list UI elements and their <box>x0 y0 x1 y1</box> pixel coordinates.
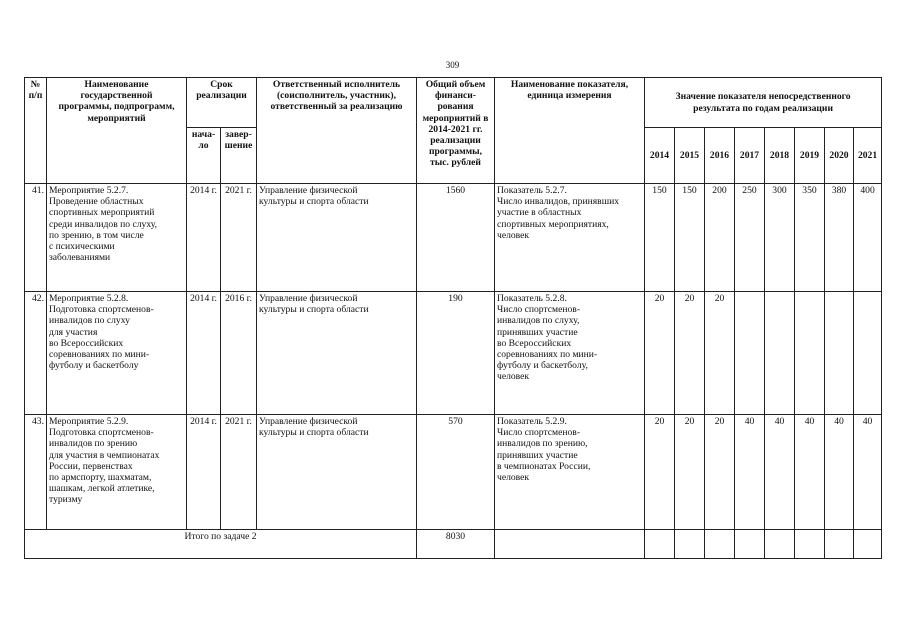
row-value: 20 <box>705 292 735 415</box>
row-indicator: Показатель 5.2.9. Число спортсменов- инвалидов по зрению, принявших участие в чемпионатах России, человек <box>495 415 645 530</box>
row-value: 150 <box>675 184 705 292</box>
total-empty <box>705 530 735 559</box>
row-name: Мероприятие 5.2.8. Подготовка спортсменов- инвалидов по слуху для участия во Всероссийских соревнованиях по мини- футболу и баскетболу <box>47 292 187 415</box>
row-value: 20 <box>705 415 735 530</box>
row-value: 150 <box>645 184 675 292</box>
row-name: Мероприятие 5.2.9. Подготовка спортсменов- инвалидов по зрению для участия в чемпионатах России, первенствах по армспорту, шахматам, шашкам, легкой атлетике, туризму <box>47 415 187 530</box>
year-header: 2021 <box>854 128 882 184</box>
header-values: Значение показателя непосредственного результата по годам реализации <box>645 78 882 128</box>
total-volume: 8030 <box>417 530 495 559</box>
table-row <box>25 415 882 530</box>
year-header: 2017 <box>735 128 765 184</box>
row-value: 300 <box>765 184 795 292</box>
row-number: 43. <box>25 415 47 530</box>
row-value <box>735 292 765 415</box>
row-start: 2014 г. <box>187 415 221 530</box>
row-value: 400 <box>854 184 882 292</box>
row-value: 350 <box>795 184 825 292</box>
total-empty <box>675 530 705 559</box>
row-start: 2014 г. <box>187 184 221 292</box>
row-number: 41. <box>25 184 47 292</box>
year-header: 2016 <box>705 128 735 184</box>
row-value: 40 <box>765 415 795 530</box>
header-term-start: нача- ло <box>187 128 221 184</box>
row-start: 2014 г. <box>187 292 221 415</box>
row-volume: 1560 <box>417 184 495 292</box>
header-volume: Общий объем финанси- рования мероприятий в 2014-2021 гг. реализации программы, тыс. рублей <box>417 78 495 184</box>
total-label: Итого по задаче 2 <box>25 530 417 559</box>
row-value: 20 <box>645 292 675 415</box>
header-indicator: Наименование показателя, единица измерения <box>495 78 645 184</box>
year-header: 2020 <box>825 128 854 184</box>
row-end: 2021 г. <box>221 415 257 530</box>
row-value: 380 <box>825 184 854 292</box>
table-row <box>25 292 882 415</box>
row-value: 20 <box>675 292 705 415</box>
row-value: 40 <box>825 415 854 530</box>
table-row <box>25 184 882 292</box>
row-value: 200 <box>705 184 735 292</box>
header-no: № п/п <box>25 78 47 184</box>
year-header: 2019 <box>795 128 825 184</box>
total-empty <box>735 530 765 559</box>
row-value: 40 <box>735 415 765 530</box>
total-empty <box>795 530 825 559</box>
year-header: 2018 <box>765 128 795 184</box>
row-number: 42. <box>25 292 47 415</box>
header-name: Наименование государственной программы, подпрограмм, мероприятий <box>47 78 187 184</box>
row-name: Мероприятие 5.2.7. Проведение областных спортивных мероприятий среди инвалидов по слуху, по зрению, в том числе с психическими заболеваниями <box>47 184 187 292</box>
row-value <box>854 292 882 415</box>
row-indicator: Показатель 5.2.7. Число инвалидов, принявших участие в областных спортивных мероприятиях, человек <box>495 184 645 292</box>
row-value <box>795 292 825 415</box>
row-value: 20 <box>675 415 705 530</box>
header-row <box>25 78 882 128</box>
header-term: Срок реализации <box>187 78 257 128</box>
row-value <box>825 292 854 415</box>
row-value: 40 <box>795 415 825 530</box>
page-number: 309 <box>445 60 460 70</box>
year-header: 2015 <box>675 128 705 184</box>
total-empty <box>825 530 854 559</box>
row-volume: 190 <box>417 292 495 415</box>
header-executor: Ответственный исполнитель (соисполнитель, участник), ответственный за реализацию <box>257 78 417 184</box>
row-executor: Управление физической культуры и спорта области <box>257 184 417 292</box>
total-empty <box>765 530 795 559</box>
row-indicator: Показатель 5.2.8. Число спортсменов- инвалидов по слуху, принявших участие во Всероссийских соревнованиях по мини- футболу и баскетболу, человек <box>495 292 645 415</box>
row-executor: Управление физической культуры и спорта области <box>257 415 417 530</box>
total-empty <box>645 530 675 559</box>
program-table <box>24 77 882 559</box>
row-end: 2016 г. <box>221 292 257 415</box>
total-empty <box>854 530 882 559</box>
row-value: 250 <box>735 184 765 292</box>
total-row <box>25 530 882 559</box>
row-end: 2021 г. <box>221 184 257 292</box>
row-volume: 570 <box>417 415 495 530</box>
row-value: 20 <box>645 415 675 530</box>
year-header: 2014 <box>645 128 675 184</box>
header-term-end: завер- шение <box>221 128 257 184</box>
total-empty <box>495 530 645 559</box>
row-value <box>765 292 795 415</box>
row-value: 40 <box>854 415 882 530</box>
row-executor: Управление физической культуры и спорта области <box>257 292 417 415</box>
